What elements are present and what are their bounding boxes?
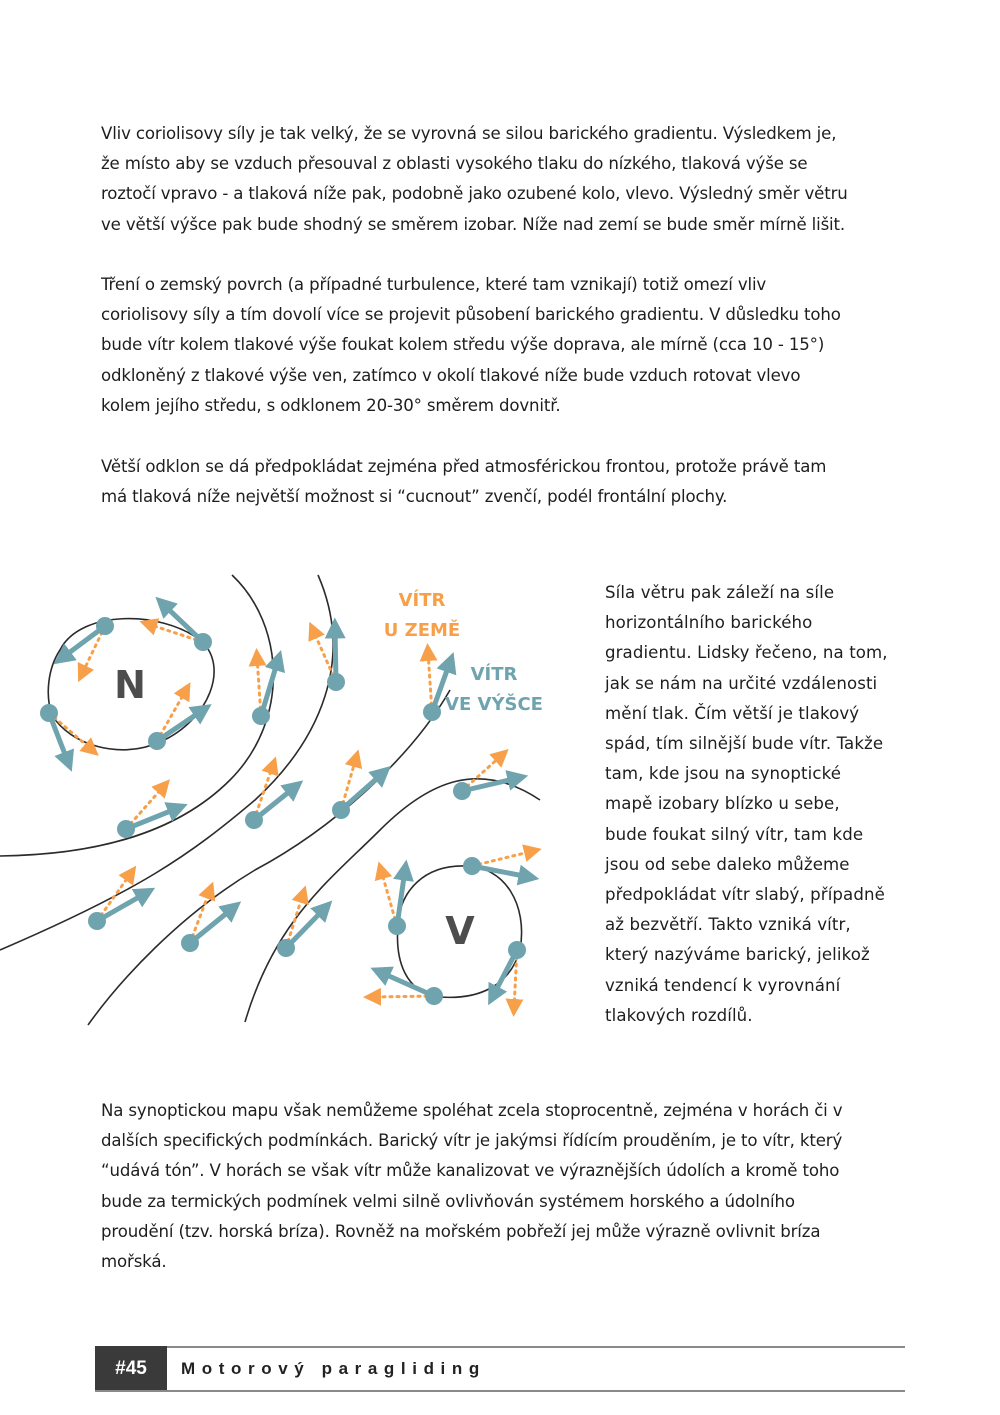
text-line: spád, tím silnější bude vítr. Takže (605, 734, 884, 754)
text-line: proudění (tzv. horská bríza). Rovněž na mořském pobřeží jej může výrazně ovlivnit bríza (101, 1221, 821, 1241)
wind-isobar-diagram (0, 560, 580, 1040)
legend-ground-wind (384, 589, 460, 641)
text-line: Větší odklon se dá předpokládat zejména před atmosférickou frontou, protože právě tam (101, 457, 827, 476)
text-line: jak se nám na určité vzdálenosti (605, 673, 878, 693)
wind-origin-dot (332, 801, 350, 819)
text-line: má tlaková níže největší možnost si “cucnout” zvenčí, podél frontální plochy. (101, 487, 728, 507)
wind-origin-dot (425, 987, 443, 1005)
paragraph-coriolis (101, 119, 901, 240)
text-line: Tření o zemský povrch (a případné turbulence, které tam vznikají) totiž omezí vliv (101, 275, 767, 294)
wind-origin-dot (181, 934, 199, 952)
wind-vector (148, 690, 203, 750)
wind-vector (181, 890, 233, 952)
text-line: že místo aby se vzduch přesouval z oblasti vysokého tlaku do nízkého, tlaková výše se (101, 154, 808, 174)
wind-origin-dot (88, 912, 106, 930)
text-line: předpokládat vítr slabý, případně (605, 885, 885, 905)
paragraph-front (101, 452, 901, 512)
wind-origin-dot (40, 704, 58, 722)
text-line: Na synoptickou mapu však nemůžeme spoléhat zcela stoprocentně, zejména v horách či v (101, 1101, 843, 1120)
text-line: “udává tón”. V horách se však vítr může kanalizovat ve výraznějších údolích a kromě toho (101, 1161, 840, 1181)
legend-altitude-line1: VÍTR (470, 664, 518, 685)
ground-wind-arrow (428, 652, 432, 712)
wind-vector (245, 765, 295, 829)
isobar-line (88, 690, 450, 1025)
isobar-line (0, 575, 333, 950)
wind-origin-dot (453, 782, 471, 800)
paragraph-friction (101, 270, 901, 421)
wind-vector (332, 758, 383, 819)
footer-bottom-rule (95, 1390, 905, 1392)
text-line: mění tlak. Čím větší je tlakový (605, 703, 860, 723)
wind-vector (493, 941, 526, 1008)
wind-origin-dot (245, 811, 263, 829)
text-line: mapě izobary blízko u sebe, (605, 794, 840, 814)
ground-wind-arrow (472, 851, 533, 866)
paragraph-wind-strength (605, 578, 905, 1031)
wind-origin-dot (277, 939, 295, 957)
wind-vector (277, 894, 325, 957)
text-line: který nazýváme barický, jelikož (605, 945, 870, 965)
wind-origin-dot (194, 633, 212, 651)
text-line: jsou od sebe daleko můžeme (605, 854, 850, 874)
wind-origin-dot (423, 703, 441, 721)
wind-origin-dot (508, 941, 526, 959)
wind-vector (381, 870, 406, 935)
text-line: gradientu. Lidsky řečeno, na tom, (605, 643, 888, 663)
text-line: Síla větru pak záleží na síle (605, 583, 835, 602)
high-pressure-label: V (445, 909, 475, 953)
wind-vector (463, 851, 533, 877)
text-line: roztočí vpravo - a tlaková níže pak, podobně jako ozubené kolo, vlevo. Výsledný směr větru (101, 184, 848, 204)
legend-ground-line2: U ZEMĚ (383, 620, 461, 641)
text-line: tlakových rozdílů. (605, 1005, 753, 1025)
text-line: odkloněný z tlakové výše ven, zatímco v okolí tlakové níže bude vzduch rotovat vlevo (101, 365, 801, 385)
text-line: mořská. (101, 1252, 167, 1272)
low-pressure-label: N (114, 663, 146, 707)
wind-vector (313, 628, 345, 691)
text-line: bude vítr kolem tlakové výše foukat kolem středu výše doprava, ale mírně (cca 10 - 15°) (101, 335, 825, 355)
wind-origin-dot (463, 857, 481, 875)
wind-origin-dot (388, 917, 406, 935)
wind-origin-dot (327, 673, 345, 691)
text-line: až bezvětří. Takto vzniká vítr, (605, 915, 851, 935)
wind-vector (252, 657, 278, 725)
legend-ground-line1: VÍTR (398, 590, 446, 611)
paragraph-synoptic-map (101, 1096, 901, 1277)
wind-vector (117, 786, 178, 838)
wind-origin-dot (148, 732, 166, 750)
page-footer (95, 1346, 905, 1392)
text-line: horizontálního barického (605, 613, 813, 633)
wind-origin-dot (96, 617, 114, 635)
text-line: kolem jejího středu, s odklonem 20-30° směrem dovnitř. (101, 395, 561, 415)
wind-vector (88, 873, 146, 930)
wind-origin-dot (117, 820, 135, 838)
text-line: Vliv coriolisovy síly je tak velký, že se vyrovná se silou barického gradientu. Výsledkem je, (101, 124, 837, 143)
page-number: #45 (95, 1346, 167, 1392)
text-line: bude foukat silný vítr, tam kde (605, 824, 864, 844)
text-line: bude za termických podmínek velmi silně ovlivňován systémem horského a údolního (101, 1191, 795, 1211)
wind-vector (148, 604, 212, 651)
ground-wind-arrow (372, 996, 434, 997)
wind-vector (453, 755, 518, 800)
book-title: Motorový paragliding (181, 1359, 486, 1378)
wind-vector (40, 704, 92, 762)
legend-altitude-wind (445, 663, 543, 715)
text-line: ve větší výšce pak bude shodný se směrem izobar. Níže nad zemí se bude směr mírně lišit. (101, 214, 846, 234)
text-line: vzniká tendencí k vyrovnání (605, 975, 841, 995)
text-line: tam, kde jsou na synoptické (605, 764, 842, 784)
text-line: dalších specifických podmínkách. Barický vítr je jakýmsi řídícím prouděním, je to vítr, který (101, 1131, 843, 1151)
text-line: coriolisovy síly a tím dovolí více se projevit působení barického gradientu. V důsledku toho (101, 305, 841, 325)
wind-origin-dot (252, 707, 270, 725)
legend-altitude-line2: VE VÝŠCE (445, 694, 543, 715)
